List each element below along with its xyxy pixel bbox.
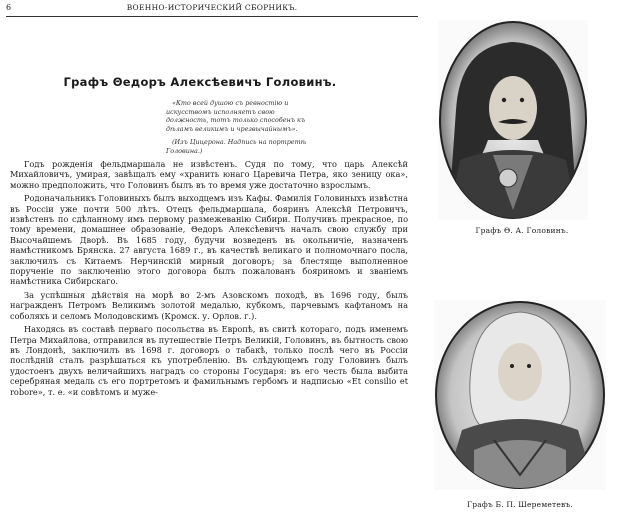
paragraph-3: За успѣшныя дѣйствія на морѣ во 2-мъ Азовскомъ походѣ, въ 1696 году, былъ награжденъ Петромъ Великимъ золотой медалью, кубкомъ, парчевымъ кафтаномъ на соболяхъ и селомъ Молодовскимъ (Кромск. у. Орлов. г.). [10,289,408,321]
article-title: Графъ Θедоръ Алексѣевичъ Головинъ. [63,75,337,89]
paragraph-2: Родоначальникъ Головиныхъ былъ выходцемъ изъ Кафы. Фамилія Головиныхъ извѣстна въ Россіи уже почти 500 лѣтъ. Отецъ фельдмаршала, бояринъ Алексѣй Петровичъ, извѣстенъ по сдѣланному имъ первому размежеванію Сибири. Получивъ прекрасное, по тому времени, домашнее образованіе, Θедоръ Алексѣевичъ началъ свою службу при Высочайшемъ Дворѣ. Въ 1685 году, будучи возведенъ въ окольничіе, назначенъ намѣстникомъ Брянска. 27 августа 1689 г., въ качествѣ великаго и полномочнаго посла, заключилъ съ Китаемъ Нерчинскій мирный договоръ; за блестяще выполненное порученіе по заключенію этого договора былъ пожалованъ бояриномъ и званіемъ намѣстника Сибирскаго. [10,193,409,287]
article-body [10,159,408,400]
portrait-golovin [438,20,588,220]
page-number: 6 [6,3,12,12]
portrait-caption-golovin: Графъ Θ. А. Головинъ. [475,226,569,235]
epigraph [166,99,316,156]
running-header [6,4,418,17]
portrait-sheremetev [434,300,606,490]
running-head-title: ВОЕННО-ИСТОРИЧЕСКИЙ СБОРНИКЪ. [126,3,298,12]
epigraph-quote: «Кто всей душою съ ревностію и искусствомъ исполняетъ свою должность, тотъ только способенъ къ дѣламъ великимъ и чрезвычайнымъ». [166,99,306,133]
epigraph-source: (Изъ Цицерона. Надпись на портретѣ Головина.) [166,138,307,155]
paragraph-1: Годъ рожденія фельдмаршала не извѣстенъ. Судя по тому, что царь Алексѣй Михайловичъ, умирая, завѣщалъ ему «хранить юнаго Царевича Петра, яко зеницу ока», можно предположить, что Головинъ былъ въ то время уже достаточно взрослымъ. [10,159,408,190]
paragraph-4: Находясь въ составѣ перваго посольства въ Европѣ, въ свитѣ котораго, подъ именемъ Петра Михайлова, отправился въ путешествіе Петръ Великій, Головинъ, въ бытность свою въ Лондонѣ, заключилъ въ 1698 г. договоръ о табакѣ, только послѣ чего въ Россіи послѣдній сталъ разрѣшаться къ употребленію. Въ слѣдующемъ году Головинъ былъ удостоенъ двухъ величайшихъ наградъ со стороны Государя: въ его честь была выбита серебряная медаль съ его портретомъ и фамильнымъ гербомъ и надписью «Et consilio et robore», т. е. «и совѣтомъ и муже- [10,324,408,397]
portrait-caption-sheremetev: Графъ Б. П. Шереметевъ. [467,500,573,509]
